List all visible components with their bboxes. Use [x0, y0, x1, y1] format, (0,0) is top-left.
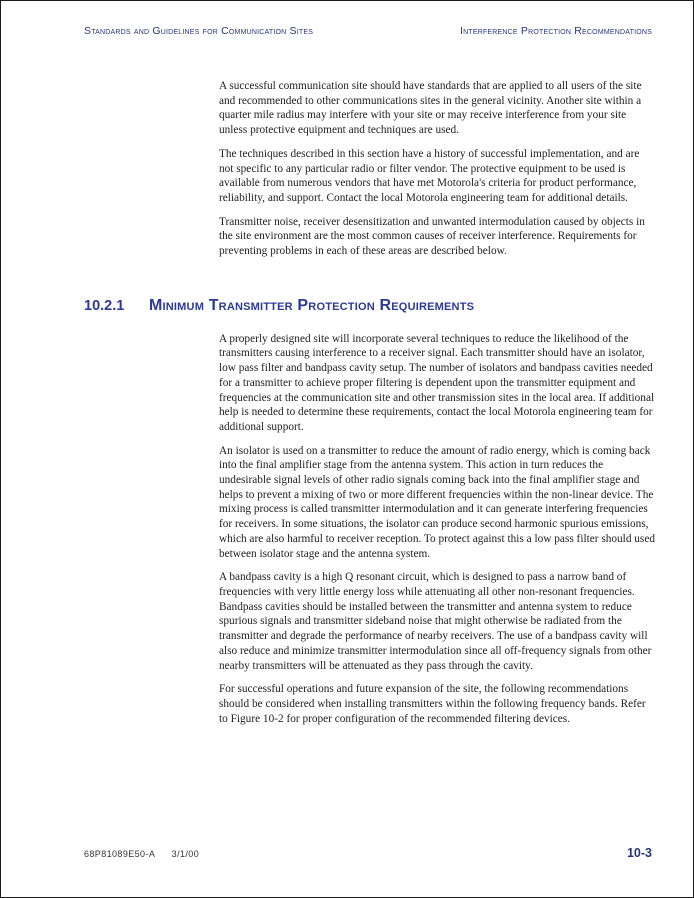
intro-paragraph-1: A successful communication site should have standards that are applied to all users of the site and recommended to other communications sites in the general vicinity. Another site within a quarter mile radius may interfere with your site or may receive interference from your site unless protective equipment and techniques are used. [219, 80, 642, 137]
page-footer [84, 846, 652, 860]
section-title: Minimum Transmitter Protection Requirements [149, 296, 475, 314]
section-paragraph-4: For successful operations and future expansion of the site, the following recommendations should be considered when installing transmitters within the following frequency bands. Refer to Figure 10-2 for proper configuration of the recommended filtering devices. [219, 683, 646, 725]
intro-paragraph-3: Transmitter noise, receiver desensitization and unwanted intermodulation caused by objects in the site environment are the most common causes of receiver interference. Requirements for preventing problems in each of these areas are described below. [219, 215, 645, 258]
section-paragraph-2: An isolator is used on a transmitter to reduce the amount of radio energy, which is coming back into the final amplifier stage from the antenna system. This action in turn reduces the undesirable signal levels of other radio signals coming back into the final amplifier stage and helps to prevent a mixing of two or more different frequencies within the non-linear device. The mixing process is called transmitter intermodulation and it can generate interfering frequencies for receivers. In some situations, the isolator can produce second harmonic spurious emissions, which are also harmful to receiver reception. To protect against this a low pass filter should used between isolator stage and the antenna system. [219, 444, 655, 560]
footer-date: 3/1/00 [171, 849, 200, 859]
intro-paragraph-2: The techniques described in this section have a history of successful implementation, and are not specific to any particular radio or filter vendor. The protective equipment to be used is available from numerous vendors that have met Motorola's criteria for product performance, reliability, and support. Contact the local Motorola engineering team for additional details. [219, 147, 640, 204]
section-paragraph-1: A properly designed site will incorporate several techniques to reduce the likelihood of the transmitters causing interference to a receiver signal. Each transmitter should have an isolator, low pass filter and bandpass cavity setup. The number of isolators and bandpass cavities needed for a transmitter to achieve proper filtering is dependent upon the transmitter equipment and frequencies at the communication site and other transmission sites in the local area. If additional help is needed to determine these requirements, contact the local Motorola engineering team for additional support. [219, 332, 655, 433]
section-paragraph-3: A bandpass cavity is a high Q resonant circuit, which is designed to pass a narrow band of frequencies with very little energy loss while attenuating all other non-resonant frequencies. Bandpass cavities should be installed between the transmitter and antenna system to reduce spurious signals and transmitter sideband noise that might otherwise be radiated from the transmitter and degrade the performance of nearby receivers. The use of a bandpass cavity will also reduce and minimize transmitter intermodulation since all off-frequency signals from other nearby transmitters will be attenuated as they pass through the cavity. [219, 571, 652, 672]
page-number: 10-3 [626, 846, 652, 860]
footer-doc-number: 68P81089E50-A [84, 849, 155, 859]
section-heading [84, 297, 656, 315]
running-header-right: Interference Protection Recommendations [459, 25, 652, 37]
running-header [84, 25, 652, 37]
running-header-left: Standards and Guidelines for Communication Sites [84, 25, 314, 37]
section-number: 10.2.1 [84, 297, 125, 314]
footer-left [84, 849, 199, 859]
page-body [84, 79, 656, 735]
